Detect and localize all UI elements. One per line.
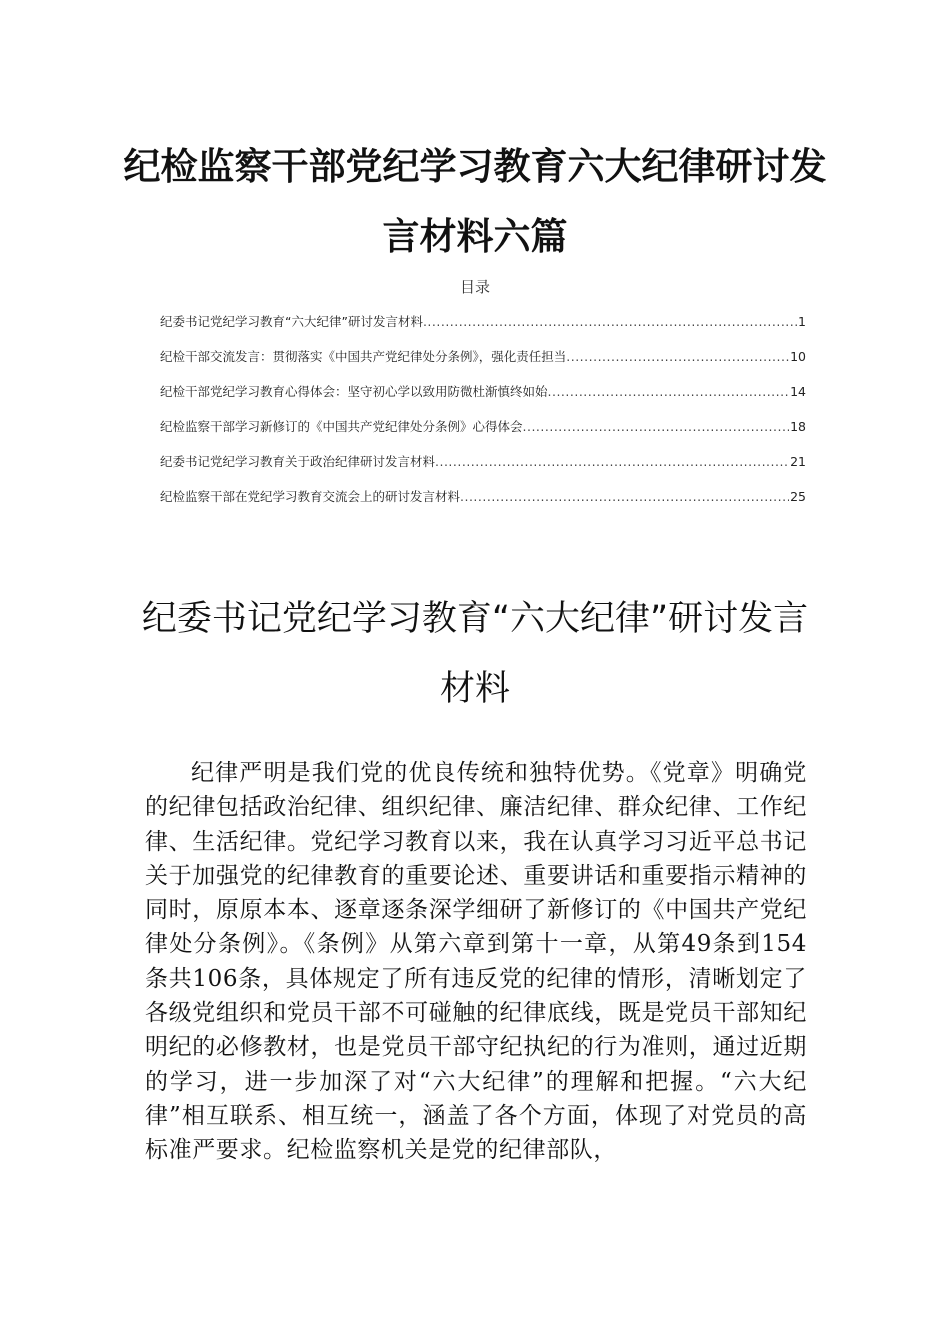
toc-entry-page: 21 [790, 454, 806, 469]
toc-entry-title: 纪检干部党纪学习教育心得体会：坚守初心学以致用防微杜渐慎终如始 [160, 384, 548, 399]
toc-entry-page: 14 [790, 384, 806, 399]
toc-entry-page: 18 [790, 419, 806, 434]
toc-entry-title: 纪检干部交流发言：贯彻落实《中国共产党纪律处分条例》，强化责任担当 [160, 349, 567, 364]
toc-entry-page: 10 [790, 349, 806, 364]
toc-entry-title: 纪检监察干部在党纪学习教育交流会上的研讨发言材料 [160, 489, 461, 504]
toc-entry-page: 1 [798, 314, 806, 329]
section-title: 纪委书记党纪学习教育“六大纪律”研讨发言材料 [141, 599, 809, 709]
toc-entry-title: 纪委书记党纪学习教育“六大纪律”研讨发言材料 [160, 314, 423, 329]
toc-leader-dots [435, 450, 789, 474]
toc-entry[interactable] [160, 345, 806, 380]
toc-leader-dots [423, 310, 797, 334]
toc-entry[interactable] [160, 310, 806, 345]
toc-leader-dots [566, 345, 789, 369]
toc-entry[interactable] [160, 380, 806, 415]
table-of-contents [160, 310, 806, 520]
toc-entry-title: 纪检监察干部学习新修订的《中国共产党纪律处分条例》心得体会 [160, 419, 523, 434]
toc-entry[interactable] [160, 450, 806, 485]
toc-entry[interactable] [160, 485, 806, 520]
toc-entry[interactable] [160, 415, 806, 450]
toc-leader-dots [523, 415, 790, 439]
toc-leader-dots [460, 485, 789, 509]
toc-entry-title: 纪委书记党纪学习教育关于政治纪律研讨发言材料 [160, 454, 436, 469]
document-title: 纪检监察干部党纪学习教育六大纪律研讨发言材料六篇 [123, 145, 827, 258]
toc-entry-page: 25 [790, 489, 806, 504]
body-paragraph: 纪律严明是我们党的优良传统和独特优势。《党章》明确党的纪律包括政治纪律、组织纪律、廉洁纪律、群众纪律、工作纪律、生活纪律。党纪学习教育以来，我在认真学习习近平总书记关于加强党的纪律教育的重要论述、重要讲话和重要指示精神的同时，原原本本、逐章逐条深学细研了新修订的《中国共产党纪律处分条例》。《条例》从第六章到第十一章，从第49条到154条共106条，具体规定了所有违反党的纪律的情形，清晰划定了各级党组织和党员干部不可碰触的纪律底线，既是党员干部知纪明纪的必修教材，也是党员干部守纪执纪的行为准则，通过近期的学习，进一步加深了对“六大纪律”的理解和把握。“六大纪律”相互联系、相互统一，涵盖了各个方面，体现了对党员的高标准严要求。纪检监察机关是党的纪律部队， [145, 760, 807, 1164]
toc-heading: 目录 [459, 278, 490, 296]
toc-leader-dots [548, 380, 790, 404]
